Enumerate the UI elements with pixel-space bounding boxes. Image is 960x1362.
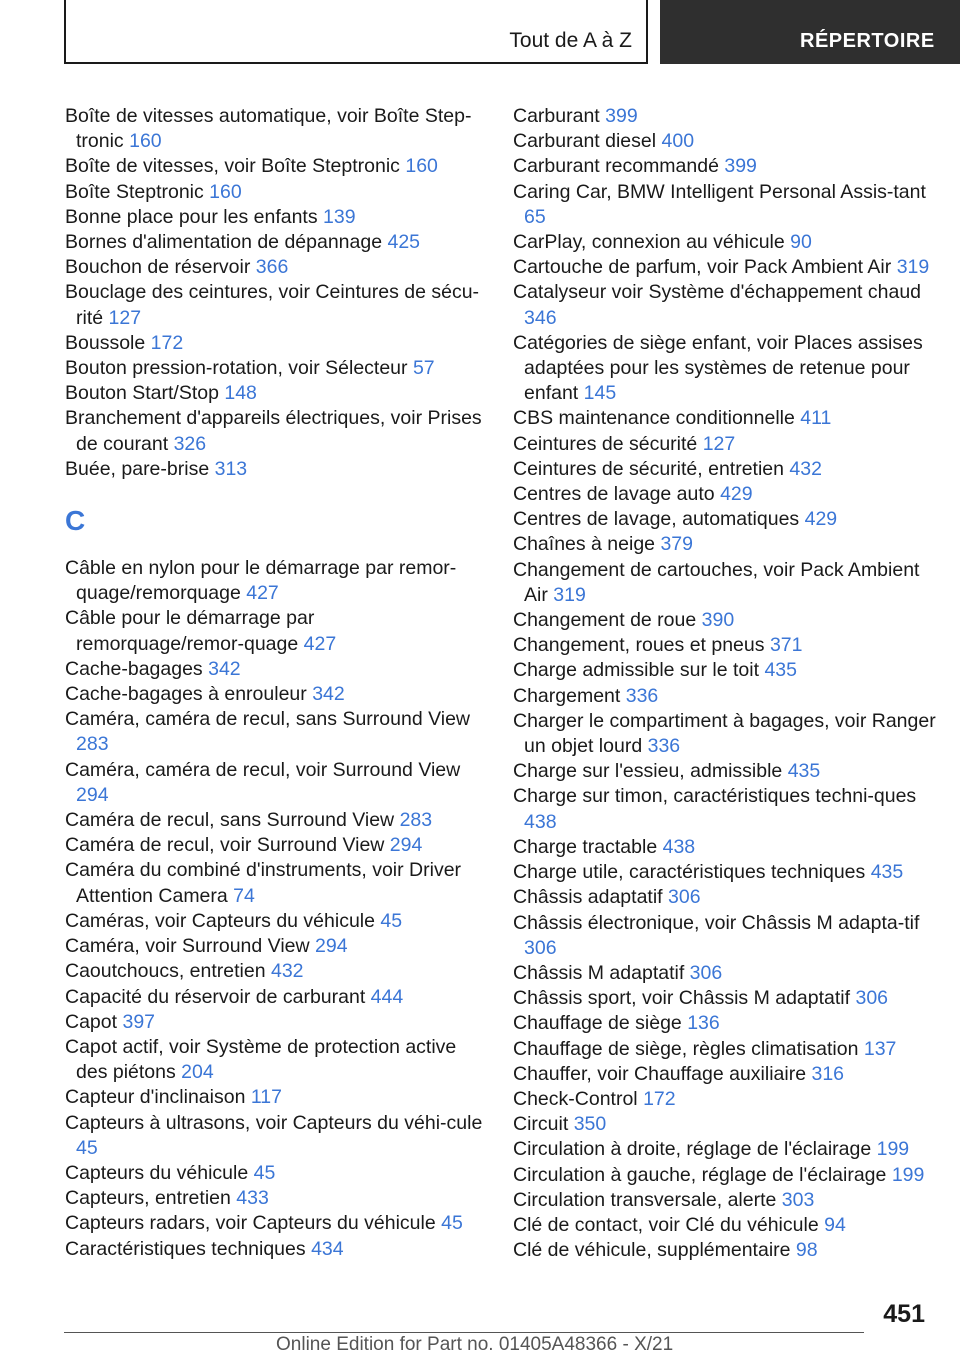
index-entry [65, 1211, 485, 1236]
index-entry-text: Ceintures de sécurité [513, 432, 698, 455]
index-entry [513, 1163, 938, 1188]
index-entry [65, 1237, 485, 1262]
index-entry [65, 1111, 485, 1161]
index-entry-text: Caractéristiques techniques [65, 1237, 306, 1260]
page-reference-link[interactable]: 45 [441, 1212, 463, 1235]
page-reference-link[interactable]: 429 [720, 483, 753, 506]
index-entry [513, 633, 938, 658]
index-entry-text: Bouchon de réservoir [65, 256, 251, 279]
index-entry-text: Bouton Start/Stop [65, 382, 219, 405]
page-reference-link[interactable]: 371 [769, 634, 803, 657]
page-reference-link[interactable]: 160 [209, 180, 242, 203]
index-entry-text: Châssis adaptatif [513, 886, 663, 909]
page-reference-link[interactable]: 65 [524, 205, 546, 228]
index-entry [65, 858, 485, 908]
page-reference-link[interactable]: 319 [896, 256, 930, 279]
index-entry [513, 1112, 938, 1137]
page-reference-link[interactable]: 45 [380, 909, 403, 932]
page-reference-link[interactable]: 438 [662, 835, 696, 858]
index-entry-text: Chauffer, voir Chauffage auxiliaire [513, 1062, 807, 1085]
page-reference-link[interactable]: 390 [701, 609, 735, 632]
index-entry [65, 934, 485, 959]
index-entry [513, 1087, 938, 1112]
page-reference-link[interactable]: 45 [76, 1136, 98, 1159]
index-entry-text: Changement de cartouches, voir Pack Ambient Air [513, 558, 920, 606]
index-entry [65, 556, 485, 606]
index-entry [65, 1010, 485, 1035]
index-entry-text: Centres de lavage, automatiques [513, 508, 800, 531]
index-entry [513, 104, 938, 129]
page-reference-link[interactable]: 98 [795, 1239, 818, 1262]
index-entry [65, 205, 485, 230]
index-entry-text: Chauffage de siège [513, 1012, 682, 1035]
page-reference-link[interactable]: 425 [387, 231, 421, 254]
page-reference-link[interactable]: 444 [370, 985, 404, 1008]
index-entry [513, 885, 938, 910]
section-title: Tout de A à Z [509, 29, 632, 52]
index-entry-text: Boîte de vitesses automatique, voir Boîte Step‐tronic [65, 105, 472, 153]
index-entry [65, 758, 485, 808]
edition-footer: Online Edition for Part no. 01405A48366 - X/21 [276, 1334, 674, 1355]
index-entry-text: Cache-bagages [65, 657, 203, 680]
index-entry-text: Charge admissible sur le toit [513, 659, 760, 682]
page-reference-link[interactable]: 433 [236, 1187, 269, 1210]
index-letter-heading: C [65, 505, 86, 537]
index-entry [65, 280, 485, 330]
index-entry-text: CarPlay, connexion au véhicule [513, 231, 785, 254]
index-entry-text: Charge sur timon, caractéristiques techni‐ques [513, 785, 917, 808]
index-entry [65, 180, 485, 205]
index-entry-text: Catalyseur voir Système d'échappement chaud [513, 281, 922, 304]
index-entry-text: Capteurs radars, voir Capteurs du véhicule [65, 1212, 436, 1235]
page-reference-link[interactable]: 336 [625, 684, 659, 707]
index-entry [65, 1161, 485, 1186]
index-entry-text: Circulation à gauche, réglage de l'éclairage [513, 1163, 887, 1186]
index-entry-text: Charger le compartiment à bagages, voir Ranger un objet lourd [513, 709, 936, 758]
index-entry-text: Caméras, voir Capteurs du véhicule [65, 909, 375, 932]
page-reference-link[interactable]: 160 [129, 130, 162, 153]
page-reference-link[interactable]: 397 [122, 1010, 156, 1033]
index-entry-text: Bonne place pour les enfants [65, 205, 318, 228]
chapter-header [660, 0, 960, 64]
index-entry [513, 255, 938, 280]
index-entry [513, 608, 938, 633]
index-entry-text: Charge sur l'essieu, admissible [513, 760, 783, 783]
page-number: 451 [883, 1300, 925, 1328]
index-entry [513, 180, 938, 230]
index-entry-text: Caméra, caméra de recul, sans Surround View [65, 708, 470, 731]
page-reference-link[interactable]: 427 [246, 582, 279, 605]
footer-divider [64, 1332, 864, 1333]
page-reference-link[interactable]: 400 [661, 130, 695, 153]
page-reference-link[interactable]: 438 [524, 810, 557, 833]
index-entry-text: Câble pour le démarrage par remorquage/remor‐quage [65, 607, 315, 655]
page-reference-link[interactable]: 172 [643, 1087, 676, 1110]
page-reference-link[interactable]: 57 [412, 357, 435, 380]
index-entry [65, 985, 485, 1010]
page-reference-link[interactable]: 137 [863, 1037, 897, 1060]
page-reference-link[interactable]: 74 [233, 884, 255, 907]
page-reference-link[interactable]: 316 [811, 1062, 845, 1085]
index-entry [513, 684, 938, 709]
index-entry [65, 406, 485, 456]
index-entry-text: Chaînes à neige [513, 533, 656, 556]
index-entry-text: Clé de véhicule, supplémentaire [513, 1239, 791, 1262]
index-entry-text: Boussole [65, 331, 146, 354]
chapter-title: RÉPERTOIRE [800, 30, 935, 52]
index-entry-text: Check-Control [513, 1087, 638, 1110]
index-entry [65, 104, 485, 154]
index-entry-text: Capteurs du véhicule [65, 1161, 249, 1184]
index-entry-text: Capteurs, entretien [65, 1187, 231, 1210]
page-reference-link[interactable]: 127 [702, 432, 736, 455]
index-entry [65, 707, 485, 757]
index-entry [513, 709, 938, 759]
page-reference-link[interactable]: 342 [208, 657, 241, 680]
page-reference-link[interactable]: 45 [253, 1161, 276, 1184]
index-entry-text: Branchement d'appareils électriques, voir Prises de courant [65, 407, 482, 455]
index-entry [513, 784, 938, 834]
index-entry [513, 1062, 938, 1087]
page-reference-link[interactable]: 306 [855, 987, 889, 1010]
index-entry [513, 507, 938, 532]
index-entry [513, 1238, 938, 1263]
index-entry [513, 1137, 938, 1162]
page-reference-link[interactable]: 204 [181, 1061, 214, 1084]
index-entry [513, 230, 938, 255]
index-column-left [65, 104, 485, 1262]
index-entry [513, 1213, 938, 1238]
page-reference-link[interactable]: 172 [150, 331, 184, 354]
index-entry-text: Carburant diesel [513, 130, 657, 153]
index-entry-text: Capteurs à ultrasons, voir Capteurs du véhi‐cule [65, 1111, 483, 1134]
index-entry [65, 1035, 485, 1085]
index-entry-text: Circuit [513, 1113, 569, 1136]
index-column-right [513, 104, 938, 1263]
index-entry [513, 658, 938, 683]
page-reference-link[interactable]: 127 [108, 306, 142, 329]
index-entry [65, 606, 485, 656]
index-entry-text: Caring Car, BMW Intelligent Personal Assis‐tant [513, 180, 926, 203]
page-reference-link[interactable]: 435 [787, 760, 821, 783]
index-entry [513, 432, 938, 457]
index-entry-text: Châssis sport, voir Châssis M adaptatif [513, 987, 851, 1010]
page-reference-link[interactable]: 294 [389, 834, 423, 857]
index-entry [513, 482, 938, 507]
page-reference-link[interactable]: 294 [76, 783, 109, 806]
index-entry-text: Boîte Steptronic [65, 180, 204, 203]
index-entry-text: Changement de roue [513, 609, 697, 632]
index-entry-text: Circulation transversale, alerte [513, 1188, 777, 1211]
index-entry-text: Clé de contact, voir Clé du véhicule [513, 1213, 819, 1236]
index-entry-text: Capteur d'inclinaison [65, 1086, 246, 1109]
index-entry-text: Carburant [513, 105, 600, 127]
index-entry [65, 833, 485, 858]
index-entry-text: Centres de lavage auto [513, 483, 715, 506]
index-entry [513, 860, 938, 885]
index-entry [65, 808, 485, 833]
page-reference-link[interactable]: 326 [173, 432, 207, 455]
index-entry [65, 959, 485, 984]
index-entry [513, 154, 938, 179]
page-reference-link[interactable]: 199 [876, 1138, 910, 1161]
index-entry-text: Bouclage des ceintures, voir Ceintures de sécu‐rité [65, 281, 480, 329]
index-entry [65, 682, 485, 707]
index-entry [513, 331, 938, 407]
index-entry [65, 381, 485, 406]
index-entry-text: Changement, roues et pneus [513, 634, 765, 657]
page-reference-link[interactable]: 306 [668, 886, 701, 909]
page-reference-link[interactable]: 294 [315, 935, 348, 958]
page-reference-link[interactable]: 283 [399, 809, 433, 832]
index-entry [513, 835, 938, 860]
index-entry-text: Circulation à droite, réglage de l'éclairage [513, 1138, 872, 1161]
index-entry [65, 457, 485, 482]
index-entry [65, 1085, 485, 1110]
index-entry-text: Châssis électronique, voir Châssis M adapta‐tif [513, 911, 920, 934]
index-entry [65, 255, 485, 280]
page-reference-link[interactable]: 429 [804, 508, 838, 531]
page-reference-link[interactable]: 411 [800, 407, 832, 430]
index-entry-text: Bornes d'alimentation de dépannage [65, 231, 383, 254]
page-reference-link[interactable]: 303 [781, 1188, 815, 1211]
page-reference-link[interactable]: 139 [323, 205, 356, 228]
index-entry [65, 154, 485, 179]
index-entry [513, 986, 938, 1011]
page-reference-link[interactable]: 319 [553, 583, 586, 606]
index-entry [513, 457, 938, 482]
index-entry-text: Capot [65, 1010, 118, 1033]
index-entry-text: Capot actif, voir Système de protection active des piétons [65, 1035, 457, 1084]
page-reference-link[interactable]: 399 [724, 155, 757, 178]
index-entry [65, 230, 485, 255]
page-reference-link[interactable]: 306 [689, 961, 723, 984]
index-entry [513, 759, 938, 784]
index-entry-text: Catégories de siège enfant, voir Places assises adaptées pour les systèmes de retenue pour enfant [513, 331, 923, 405]
page-reference-link[interactable]: 346 [524, 306, 557, 329]
index-entry [65, 657, 485, 682]
index-entry-text: Caméra, voir Surround View [65, 935, 310, 958]
page-reference-link[interactable]: 94 [824, 1213, 846, 1236]
section-header [64, 0, 648, 64]
index-entry-text: Charge tractable [513, 835, 658, 858]
page-reference-link[interactable]: 435 [764, 659, 797, 682]
index-entry [513, 1188, 938, 1213]
index-entry-text: Charge utile, caractéristiques techniques [513, 861, 866, 884]
page-reference-link[interactable]: 432 [789, 457, 822, 480]
index-entry-text: Ceintures de sécurité, entretien [513, 457, 784, 480]
page-reference-link[interactable]: 432 [270, 960, 304, 983]
page-reference-link[interactable]: 160 [405, 155, 438, 178]
page-reference-link[interactable]: 136 [687, 1012, 720, 1035]
index-entry [513, 1011, 938, 1036]
page-reference-link[interactable]: 336 [647, 735, 681, 758]
index-entry [513, 1037, 938, 1062]
page-reference-link[interactable]: 117 [250, 1086, 282, 1109]
index-entry-text: Caméra de recul, sans Surround View [65, 809, 395, 832]
index-entry [513, 961, 938, 986]
index-entry [65, 1186, 485, 1211]
page-reference-link[interactable]: 366 [255, 256, 289, 279]
index-entry-text: Buée, pare-brise [65, 457, 210, 480]
page-reference-link[interactable]: 434 [311, 1237, 344, 1260]
index-entry-text: Cartouche de parfum, voir Pack Ambient Air [513, 256, 892, 279]
index-entry-text: Caméra, caméra de recul, voir Surround View [65, 758, 461, 781]
index-entry [513, 280, 938, 330]
index-entry-text: Caoutchoucs, entretien [65, 960, 266, 983]
index-entry-text: Carburant recommandé [513, 155, 719, 178]
index-entry [513, 558, 938, 608]
index-entry [65, 909, 485, 934]
index-entry [65, 331, 485, 356]
index-entry [65, 356, 485, 381]
index-entry-text: Chauffage de siège, règles climatisation [513, 1037, 859, 1060]
index-entry-text: Caméra du combiné d'instruments, voir Driver Attention Camera [65, 859, 462, 907]
page-reference-link[interactable]: 306 [524, 936, 557, 959]
page-reference-link[interactable]: 350 [573, 1113, 607, 1136]
index-entry-text: Câble en nylon pour le démarrage par remor‐quage/remorquage [65, 557, 457, 605]
page-reference-link[interactable]: 148 [224, 382, 257, 405]
index-entry-text: Caméra de recul, voir Surround View [65, 834, 385, 857]
page-reference-link[interactable]: 435 [870, 861, 904, 884]
page-reference-link[interactable]: 90 [790, 231, 812, 254]
index-entry [513, 129, 938, 154]
page-reference-link[interactable]: 283 [76, 733, 109, 756]
index-entry-text: CBS maintenance conditionnelle [513, 407, 795, 430]
page-reference-link[interactable]: 399 [605, 105, 638, 127]
index-entry-text: Capacité du réservoir de carburant [65, 985, 366, 1008]
page-reference-link[interactable]: 313 [214, 457, 248, 480]
page-reference-link[interactable]: 379 [660, 533, 693, 556]
page-reference-link[interactable]: 199 [891, 1163, 925, 1186]
index-entry-text: Chargement [513, 684, 621, 707]
index-entry-text: Cache-bagages à enrouleur [65, 683, 307, 706]
index-entry-text: Châssis M adaptatif [513, 961, 685, 984]
index-entry-text: Bouton pression-rotation, voir Sélecteur [65, 357, 408, 380]
index-entry [513, 911, 938, 961]
index-entry-text: Boîte de vitesses, voir Boîte Steptronic [65, 155, 400, 178]
page-reference-link[interactable]: 427 [303, 632, 337, 655]
index-entry [513, 406, 938, 431]
index-entry [513, 532, 938, 557]
page-reference-link[interactable]: 145 [583, 382, 617, 405]
page-reference-link[interactable]: 342 [312, 683, 345, 706]
